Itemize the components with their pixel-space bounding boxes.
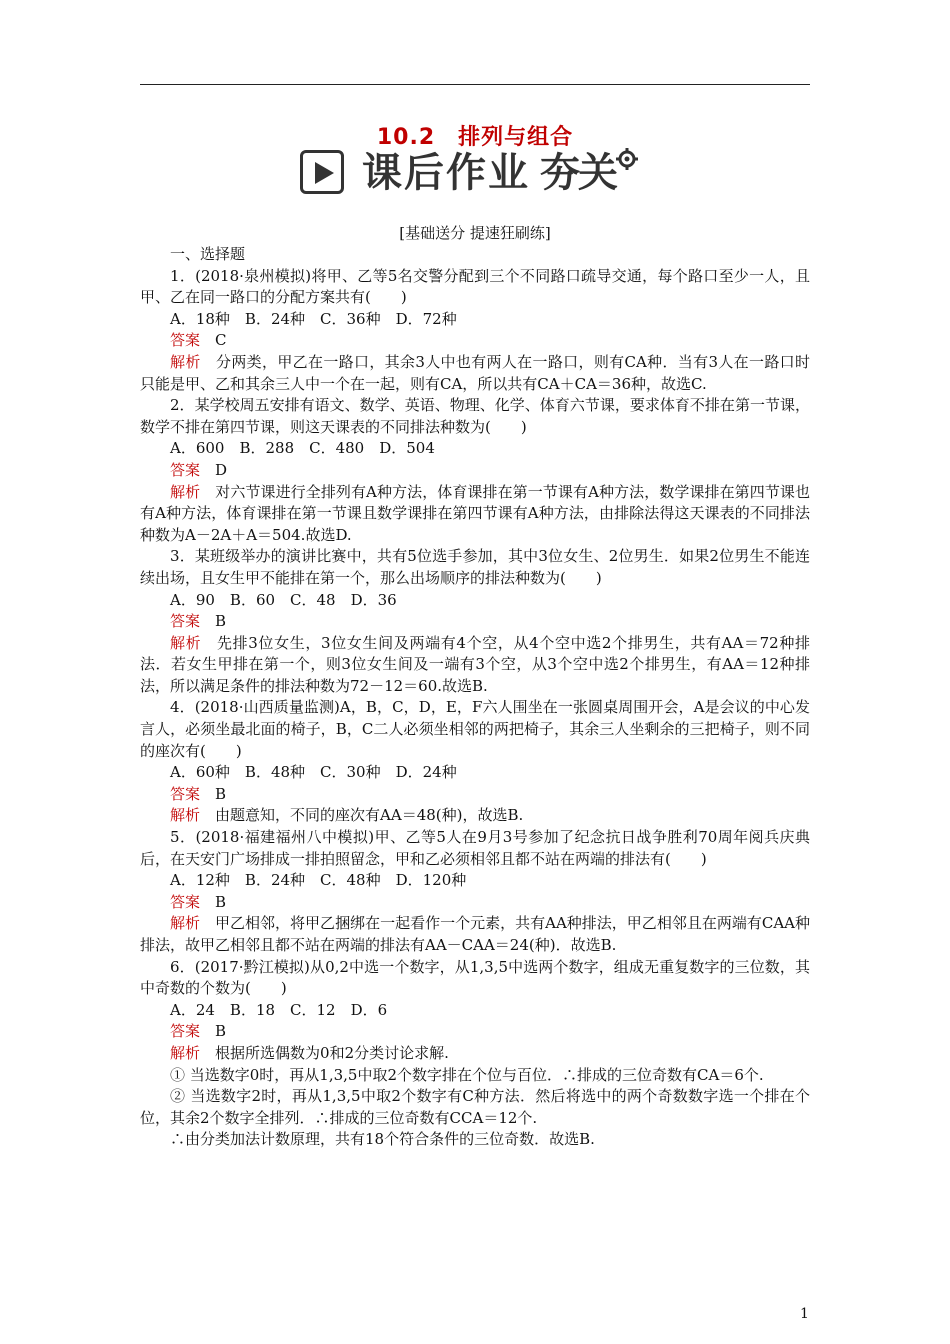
- answer-label: 答案: [170, 784, 201, 803]
- header-rule: [140, 84, 810, 85]
- question-1-analysis: [140, 352, 810, 395]
- answer-label: 答案: [170, 892, 201, 911]
- question-3-options: A．90 B．60 C．48 D．36: [170, 590, 397, 609]
- question-1-options: A．18种 B．24种 C．36种 D．72种: [170, 309, 457, 328]
- question-6-stem: 6．(2017·黔江模拟)从0,2中选一个数字，从1,3,5中选两个数字，组成无重复数字的三位数，其中奇数的个数为( ): [140, 957, 810, 998]
- question-6-answer: [140, 1021, 810, 1043]
- question-3-analysis: [140, 633, 810, 698]
- analysis-label: 解析: [170, 633, 202, 652]
- homework-banner: [300, 148, 650, 200]
- question-3-stem: 3．某班级举办的演讲比赛中，共有5位选手参加，其中3位女生、2位男生．如果2位男生不能连续出场，且女生甲不能排在第一个，那么出场顺序的排法种数为( ): [140, 547, 810, 587]
- question-6-conclusion: ∴由分类加法计数原理，共有18个符合条件的三位奇数．故选B.: [170, 1130, 595, 1149]
- page-number: 1: [800, 1306, 809, 1322]
- play-icon: [300, 150, 344, 194]
- question-5-stem: 5．(2018·福建福州八中模拟)甲、乙等5人在9月3号参加了纪念抗日战争胜利70周年阅兵庆典后，在天安门广场排成一排拍照留念，甲和乙必须相邻且都不站在两端的排法有( ): [140, 828, 810, 868]
- subtitle: [基础送分 提速狂刷练]: [399, 224, 551, 242]
- analysis-text: 对六节课进行全排列有A种方法，体育课排在第一节课有A种方法，数学课排在第四节课也有A种方法，体育课排在第一节课且数学课排在第四节课有A种方法，由排除法得这天课表的不同排法种数为A－2A＋A＝504.故选D.: [140, 482, 810, 544]
- banner-badge: 夯关: [540, 150, 616, 196]
- analysis-label: 解析: [170, 352, 201, 371]
- question-1-stem: 1．(2018·泉州模拟)将甲、乙等5名交警分配到三个不同路口疏导交通，每个路口至少一人，且甲、乙在同一路口的分配方案共有( ): [140, 266, 810, 307]
- question-4-analysis: [140, 805, 810, 827]
- question-4-answer: [140, 784, 810, 806]
- answer-value: B: [215, 784, 227, 803]
- question-5-options: A．12种 B．24种 C．48种 D．120种: [170, 871, 467, 890]
- answer-label: 答案: [170, 331, 201, 350]
- answer-label: 答案: [170, 1022, 201, 1041]
- question-6-options: A．24 B．18 C．12 D．6: [170, 1000, 388, 1019]
- answer-label: 答案: [170, 612, 201, 631]
- answer-label: 答案: [170, 460, 201, 479]
- answer-value: C: [215, 331, 227, 350]
- question-5-answer: [140, 892, 810, 914]
- question-2-stem: 2．某学校周五安排有语文、数学、英语、物理、化学、体育六节课，要求体育不排在第一节课，数学不排在第四节课，则这天课表的不同排法种数为( ): [140, 396, 810, 436]
- question-2-analysis: [140, 482, 810, 547]
- analysis-label: 解析: [170, 1043, 201, 1062]
- banner-text: 课后作业: [362, 150, 530, 196]
- analysis-text: 先排3位女生，3位女生间及两端有4个空，从4个空中选2个排男生，共有AA＝72种排法．若女生甲排在第一个，则3位女生间及一端有3个空，从3个空中选2个排男生，有AA＝12种排法，所以满足条件的排法种数为72－12＝60.故选B.: [140, 633, 810, 695]
- analysis-text: 甲乙相邻，将甲乙捆绑在一起看作一个元素，共有AA种排法，甲乙相邻且在两端有CAA种排法，故甲乙相邻且都不站在两端的排法有AA－CAA＝24(种)．故选B.: [140, 914, 810, 954]
- analysis-label: 解析: [170, 482, 201, 501]
- question-4-options: A．60种 B．48种 C．30种 D．24种: [170, 763, 457, 782]
- document-body: [140, 244, 810, 1151]
- gear-icon: [616, 148, 638, 170]
- analysis-text: 根据所选偶数为0和2分类讨论求解.: [215, 1043, 449, 1062]
- question-1-answer: [140, 330, 810, 352]
- analysis-label: 解析: [170, 806, 201, 825]
- section-title: 10.2 排列与组合: [376, 125, 574, 150]
- answer-value: B: [215, 892, 227, 911]
- question-2-options: A．600 B．288 C．480 D．504: [170, 439, 435, 458]
- analysis-text: 分两类，甲乙在一路口，其余3人中也有两人在一路口，则有CA种．当有3人在一路口时只能是甲、乙和其余三人中一个在一起，则有CA，所以共有CA＋CA＝36种，故选C.: [140, 352, 810, 393]
- question-3-answer: [140, 611, 810, 633]
- question-6-case-1: ① 当选数字0时，再从1,3,5中取2个数字排在个位与百位．∴排成的三位奇数有CA＝6个.: [170, 1065, 764, 1084]
- question-5-analysis: [140, 913, 810, 956]
- question-2-answer: [140, 460, 810, 482]
- question-4-stem: 4．(2018·山西质量监测)A，B，C，D，E，F六人围坐在一张圆桌周围开会，A是会议的中心发言人，必须坐最北面的椅子，B，C二人必须坐相邻的两把椅子，其余三人坐剩余的三把椅子，则不同的座次有( ): [140, 698, 810, 760]
- answer-value: D: [215, 460, 228, 479]
- analysis-text: 由题意知，不同的座次有AA＝48(种)，故选B.: [215, 806, 524, 825]
- question-6-analysis: [140, 1043, 810, 1065]
- question-6-case-2: ② 当选数字2时，再从1,3,5中取2个数字有C种方法．然后将选中的两个奇数数字选一个排在个位，其余2个数字全排列．∴排成的三位奇数有CCA＝12个.: [140, 1087, 810, 1127]
- section-heading: 一、选择题: [170, 245, 246, 263]
- answer-value: B: [215, 612, 227, 631]
- answer-value: B: [215, 1022, 227, 1041]
- analysis-label: 解析: [170, 914, 201, 933]
